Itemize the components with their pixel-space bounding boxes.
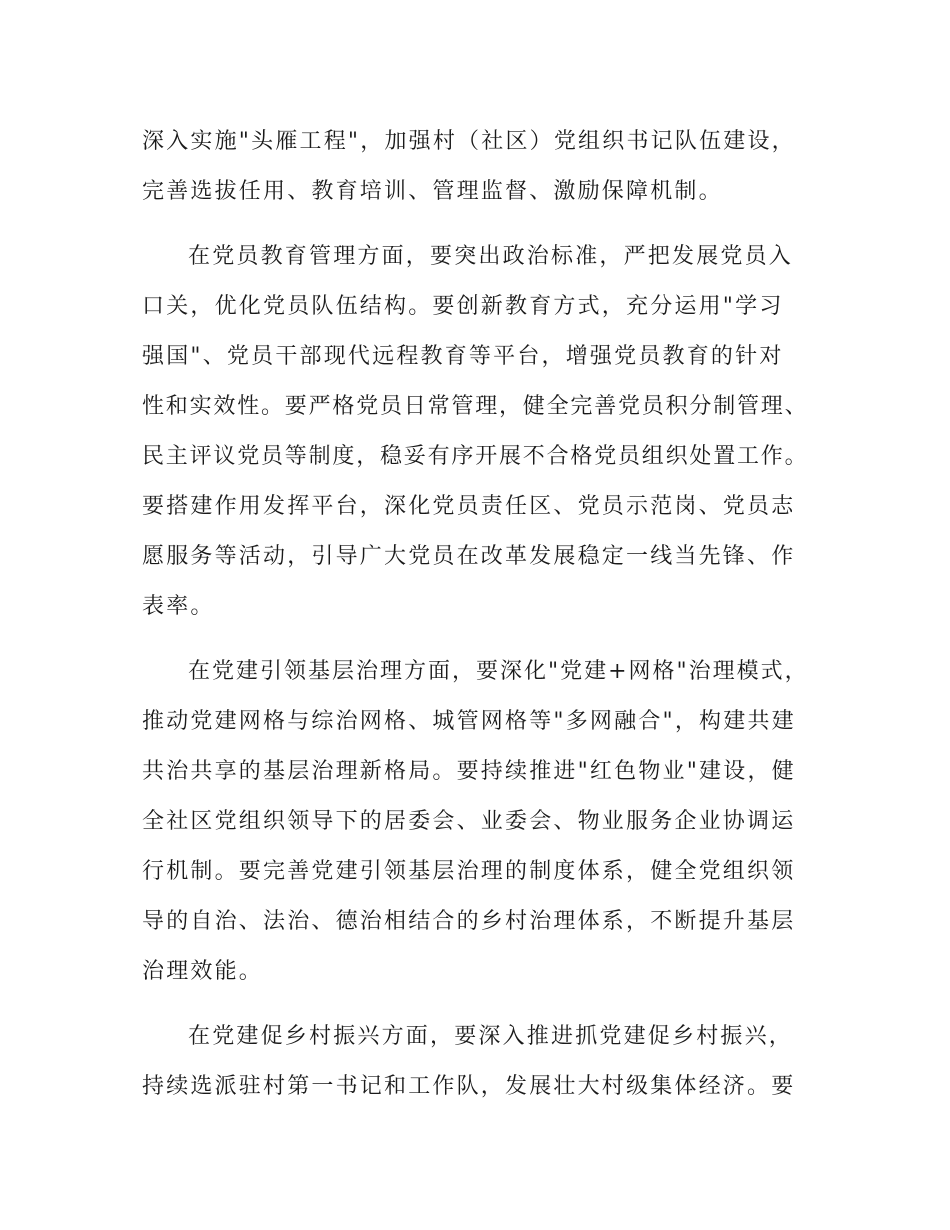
text-line: 治理效能。 [142,959,264,984]
text-line: 持续选派驻村第一书记和工作队，发展壮大村级集体经济。要 [142,1074,796,1099]
text-line: 民主评议党员等制度，稳妥有序开展不合格党员组织处置工作。 [142,444,809,469]
text-line: 在党建促乡村振兴方面，要深入推进抓党建促乡村振兴， [188,1024,794,1049]
text-line: 深入实施"头雁工程"，加强村（社区）党组织书记队伍建设， [142,129,796,154]
text-line: 愿服务等活动，引导广大党员在改革发展稳定一线当先锋、作 [142,544,796,569]
text-line: 行机制。要完善党建引领基层治理的制度体系，健全党组织领 [142,859,796,884]
text-line: 共治共享的基层治理新格局。要持续推进"红色物业"建设，健 [142,759,796,784]
text-line: 在党员教育管理方面，要突出政治标准，严把发展党员入 [188,244,794,269]
text-line: 完善选拔任用、教育培训、管理监督、激励保障机制。 [142,179,723,204]
text-line: 导的自治、法治、德治相结合的乡村治理体系，不断提升基层 [142,909,796,934]
text-line: 表率。 [142,594,215,619]
text-line: 推动党建网格与综治网格、城管网格等"多网融合"，构建共建 [142,709,796,734]
text-line: 强国"、党员干部现代远程教育等平台，增强党员教育的针对 [142,344,784,369]
text-line: 要搭建作用发挥平台，深化党员责任区、党员示范岗、党员志 [142,494,796,519]
text-line: 口关，优化党员队伍结构。要创新教育方式，充分运用"学习 [142,294,784,319]
text-line: 在党建引领基层治理方面，要深化"党建+网格"治理模式， [188,659,809,684]
text-line: 性和实效性。要严格党员日常管理，健全完善党员积分制管理、 [142,394,809,419]
text-line: 全社区党组织领导下的居委会、业委会、物业服务企业协调运 [142,809,796,834]
